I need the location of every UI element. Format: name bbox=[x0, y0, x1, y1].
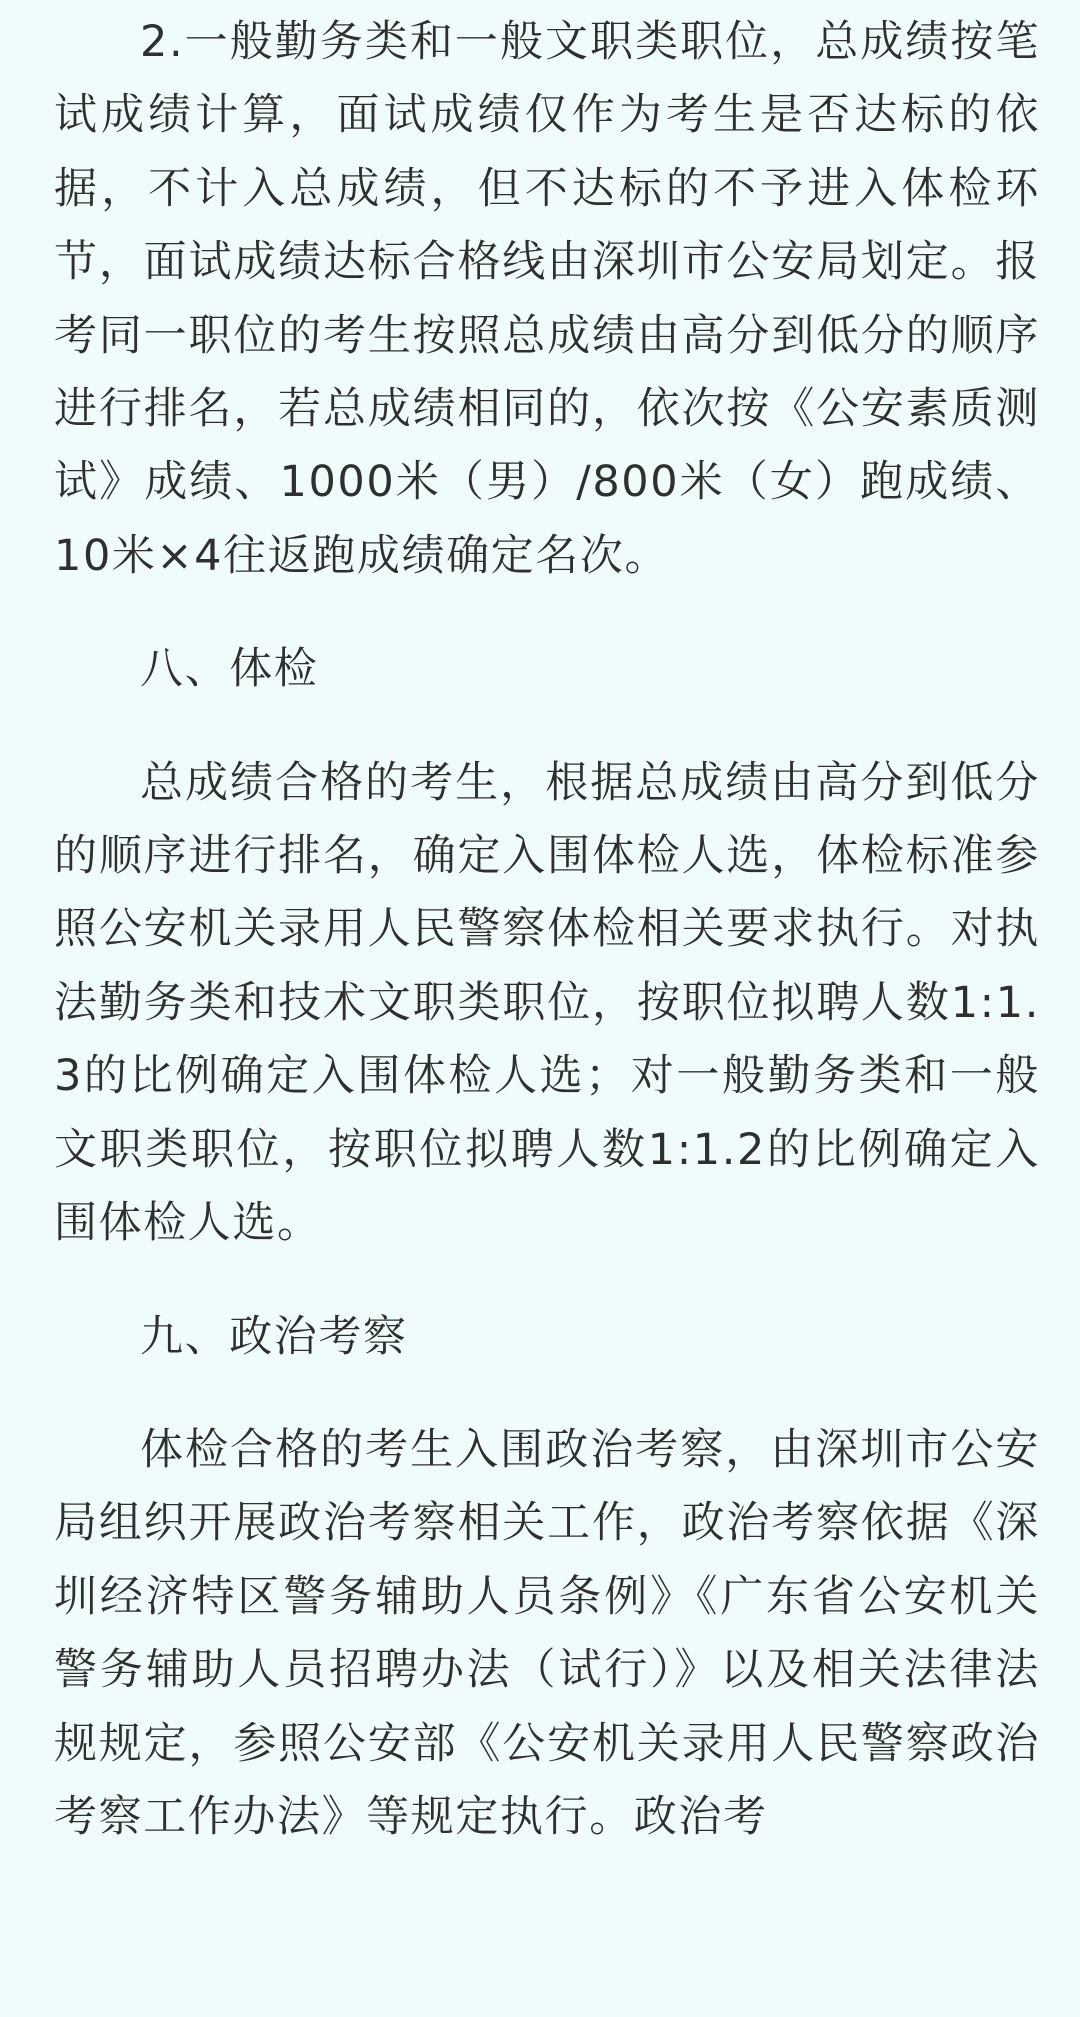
section-heading-political-review: 九、政治考察 bbox=[140, 1311, 408, 1362]
spacer bbox=[54, 1261, 1040, 1301]
paragraph-political-review: 体检合格的考生入围政治考察，由深圳市公安局组织开展政治考察相关工作，政治考察依据《深圳经济特区警务辅助人员条例》《广东省公安机关警务辅助人员招聘办法（试行）》以及相关法律法规规定，参照公安部《公安机关录用人民警察政治考察工作办法》等规定执行。政治考 bbox=[54, 1424, 1040, 1842]
spacer bbox=[54, 707, 1040, 747]
spacer bbox=[54, 1374, 1040, 1414]
paragraph-scoring-rules: 2.一般勤务类和一般文职类职位，总成绩按笔试成绩计算，面试成绩仅作为考生是否达标的依据，不计入总成绩，但不达标的不予进入体检环节，面试成绩达标合格线由深圳市公安局划定。报考同一职位的考生按照总成绩由高分到低分的顺序进行排名，若总成绩相同的，依次按《公安素质测试》成绩、1000米（男）/800米（女）跑成绩、10米×4往返跑成绩确定名次。 bbox=[54, 17, 1040, 581]
spacer bbox=[54, 593, 1040, 633]
paragraph-physical-exam: 总成绩合格的考生，根据总成绩由高分到低分的顺序进行排名，确定入围体检人选，体检标准参照公安机关录用人民警察体检相关要求执行。对执法勤务类和技术文职类职位，按职位拟聘人数1:1.3的比例确定入围体检人选；对一般勤务类和一般文职类职位，按职位拟聘人数1:1.2的比例确定入围体检人选。 bbox=[54, 757, 1040, 1249]
section-heading-physical-exam: 八、体检 bbox=[140, 644, 319, 695]
